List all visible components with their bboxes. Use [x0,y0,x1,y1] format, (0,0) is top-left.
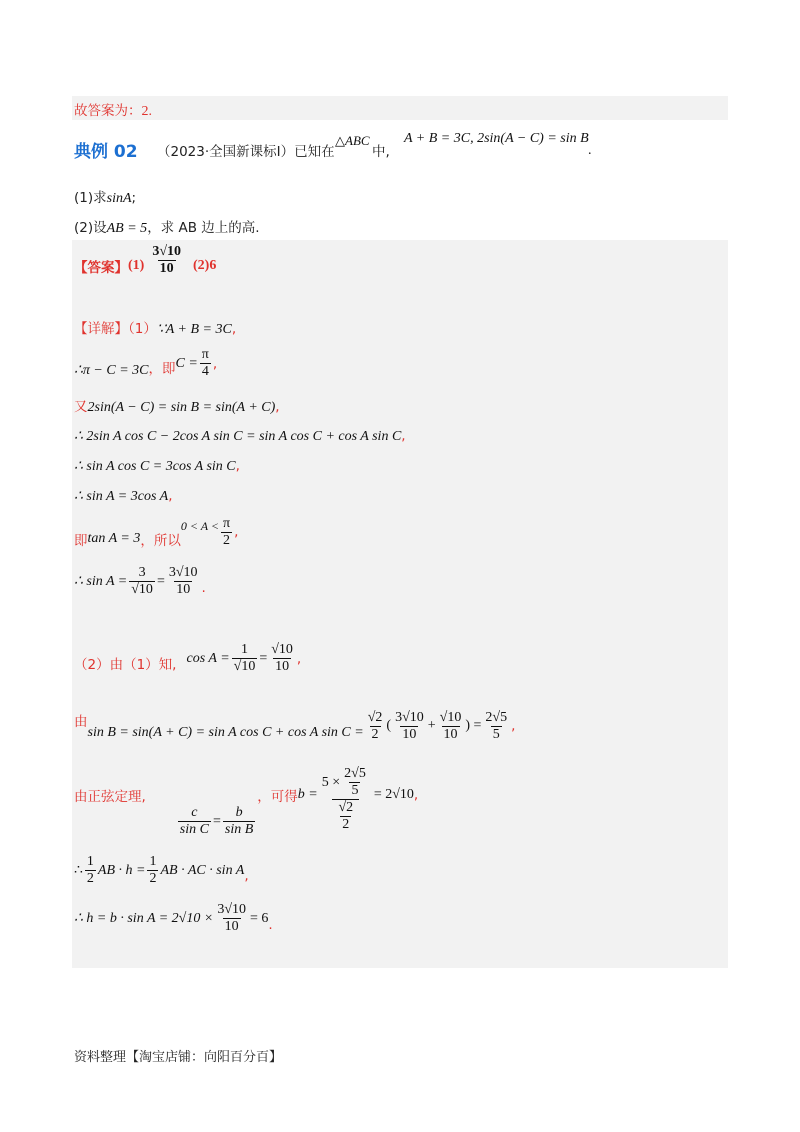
solution-l12-therefore: ∴ [74,863,83,878]
solution-l12-left: AB · h = [97,862,146,878]
solution-l8-fraction-1 [129,566,155,597]
solution-l11-top-num: 2√5 [344,766,366,781]
solution-l11-end: , [413,786,419,803]
solution-l2-den: 4 [201,364,209,379]
solution-l9-f1-num: 1 [240,642,248,657]
solution-l13-num: 3√10 [217,902,247,917]
solution-l12-half-2 [147,855,158,886]
solution-line-8 [74,566,206,597]
example-heading-line [74,137,138,162]
solution-l12-right: AB · AC · sin A [160,862,245,878]
solution-l12-half-1-num: 1 [86,854,94,869]
solution-l13-end: . [268,916,273,933]
solution-l3-end: , [275,399,280,415]
solution-l2-mid: ，即 [148,360,176,377]
solution-line-4 [74,425,406,445]
solution-part2-label: （2）由（1）知, [74,656,177,673]
solution-line-13 [74,903,273,934]
question-1-prefix: (1)求 [74,190,107,206]
solution-l4-end: , [401,428,406,444]
solution-l12-half-2-den: 2 [149,871,157,886]
solution-l8-f1-num: 3 [138,565,146,580]
solution-l7-fraction [221,517,232,548]
solution-l8-f2-den: 10 [176,582,191,597]
answer-part1: (1) [128,258,145,273]
question-1-expr: sinA [106,191,132,206]
solution-l11-a-den: sin C [179,822,209,837]
solution-l10-c-num: √10 [439,709,462,725]
solution-line-12 [74,855,249,886]
question-1-end: ; [131,190,137,206]
solution-l6-end: , [168,488,173,504]
answer-line [74,244,216,276]
answer-fraction-num: 3√10 [152,243,182,259]
solution-l10-d-num: 2√5 [485,709,508,725]
solution-l10-prefix: 由 [74,714,88,730]
solution-l10-plus: + [427,718,436,733]
solution-line-9 [74,643,301,674]
answer-label: 【答案】 [74,260,128,276]
solution-line-10 [74,710,515,742]
solution-l3-prefix: 又 [74,399,88,415]
solution-l1-expr: ∵A + B = 3C [156,322,232,337]
solution-l4-expr: ∴ 2sin A cos C − 2cos A sin C = sin A cos C + cos A sin C [74,429,402,444]
previous-answer-end: . [148,104,152,119]
question-2 [74,216,260,237]
solution-l7-num: π [222,515,231,531]
solution-l10-paren-open: ( [386,718,392,733]
question-2-expr: AB = 5 [106,221,148,236]
solution-l8-fraction-2 [167,566,200,597]
previous-answer-box [72,96,728,120]
solution-line-1 [74,317,236,338]
solution-l11-big-den [332,799,359,832]
solution-l13-result: = 6 [250,910,269,926]
solution-l11-top-den: 5 [351,783,359,798]
triangle-abc: △ABC [335,133,370,148]
solution-l2-num: π [201,347,209,362]
solution-l11-bot-fraction [336,801,355,832]
example-title: 典例 02 [74,142,138,162]
solution-l8-f1-den: √10 [131,582,153,597]
solution-l8-f2-num: 3√10 [168,565,198,580]
solution-l9-f2-den: 10 [275,659,290,674]
solution-l12-half-1-den: 2 [86,871,94,886]
solution-l11-bot-num: √2 [338,800,354,815]
solution-l10-end: , [511,718,516,734]
solution-l7-ineq: 0 < A < [180,518,219,533]
solution-l10-fraction-d [483,711,509,742]
solution-l11-mid: ，可得 [257,788,298,805]
solution-l9-eq: = [259,650,268,666]
solution-l9-f1-den: √10 [233,659,256,674]
solution-line-7 [74,515,238,549]
solution-l7-expr: tan A = 3 [87,531,141,546]
solution-l11-b: b = [297,786,318,802]
solution-l1-end: , [231,321,237,337]
solution-l10-fraction-a [366,711,385,742]
solution-l7-end: , [234,524,239,540]
solution-l2-end: , [212,355,218,372]
solution-l11-fraction-a [178,806,211,837]
solution-label: 【详解】 [74,321,128,337]
question-2-prefix: (2)设 [74,220,107,236]
solution-l5-expr: ∴ sin A cos C = 3cos A sin C [74,459,236,474]
solution-l8-end: . [201,579,206,596]
solution-l10-d-den: 5 [492,726,500,742]
solution-line-2 [74,348,217,379]
solution-l10-a-den: 2 [371,726,379,742]
solution-l13-expr: ∴ h = b · sin A = 2√10 × [74,911,214,926]
solution-l9-f2-num: √10 [271,642,293,657]
solution-l11-big-num [320,767,372,799]
previous-answer-line [74,99,152,120]
solution-l11-result: = 2√10 [373,786,414,802]
solution-l10-paren-close: ) = [465,718,482,733]
solution-l13-den: 10 [224,919,239,934]
solution-l2-expr: ∴π − C = 3C [74,363,149,378]
solution-l12-half-2-num: 1 [149,854,157,869]
page-footer: 资料整理【淘宝店铺：向阳百分百】 [74,1050,283,1065]
solution-l2-c: C = [175,355,198,371]
solution-l10-a-num: √2 [367,709,383,725]
solution-l6-expr: ∴ sin A = 3cos A [74,489,169,504]
solution-l11-big-fraction [320,767,372,832]
solution-l10-fraction-c [438,711,464,742]
solution-l3-expr: 2sin(A − C) = sin B = sin(A + C) [87,400,276,415]
solution-line-5 [74,455,240,475]
solution-l11-prefix: 由正弦定理, [74,788,146,805]
question-1 [74,186,136,207]
answer-fraction [150,245,183,276]
solution-l8-expr: ∴ sin A = [74,574,128,589]
solution-l9-expr: cos A = [186,650,230,666]
solution-l7-prefix: 即 [74,533,88,549]
solution-l9-fraction-1 [232,643,258,674]
solution-part1-label: （1） [128,321,157,337]
answer-part2: (2)6 [193,258,217,273]
solution-l5-end: , [235,458,240,474]
solution-l11-b-num: b [235,805,243,820]
solution-l10-b-num: 3√10 [395,709,424,725]
solution-l7-mid: ，所以 [140,533,181,549]
solution-l10-expr: sin B = sin(A + C) = sin A cos C + cos A sin C = [87,725,364,740]
solution-l11-top: 5 × [321,774,341,790]
solution-l11-a-num: c [191,805,198,820]
question-2-suffix: ，求 AB 边上的高. [147,220,260,236]
solution-l11-bot-den: 2 [342,817,350,832]
solution-l11-fraction-b [223,806,255,837]
solution-line-6 [74,485,173,505]
solution-l7-den: 2 [223,532,231,548]
solution-l10-fraction-b [393,711,426,742]
solution-l10-c-den: 10 [443,726,458,742]
solution-l12-end: , [244,867,249,884]
solution-l11-eq: = [212,813,221,829]
example-mid: 中, [372,144,390,160]
previous-answer-label: 故答案为： [74,103,142,119]
solution-l12-half-1 [85,855,96,886]
solution-l2-fraction [200,348,211,379]
solution-l9-end: , [296,650,302,667]
solution-l11-top-fraction [342,767,368,798]
solution-l11-b-den: sin B [224,822,254,837]
solution-l10-b-den: 10 [402,726,417,742]
previous-answer-value: 2 [141,104,149,119]
example-end: . [588,143,592,158]
answer-fraction-den: 10 [159,260,174,276]
solution-l8-eq: = [156,573,165,589]
solution-line-11 [74,762,418,837]
solution-l9-fraction-2 [269,643,295,674]
solution-l13-fraction [215,903,248,934]
example-condition: A + B = 3C, 2sin(A − C) = sin B [404,131,589,146]
solution-line-3 [74,395,280,416]
example-source: （2023·全国新课标Ⅰ）已知在 [157,144,335,160]
